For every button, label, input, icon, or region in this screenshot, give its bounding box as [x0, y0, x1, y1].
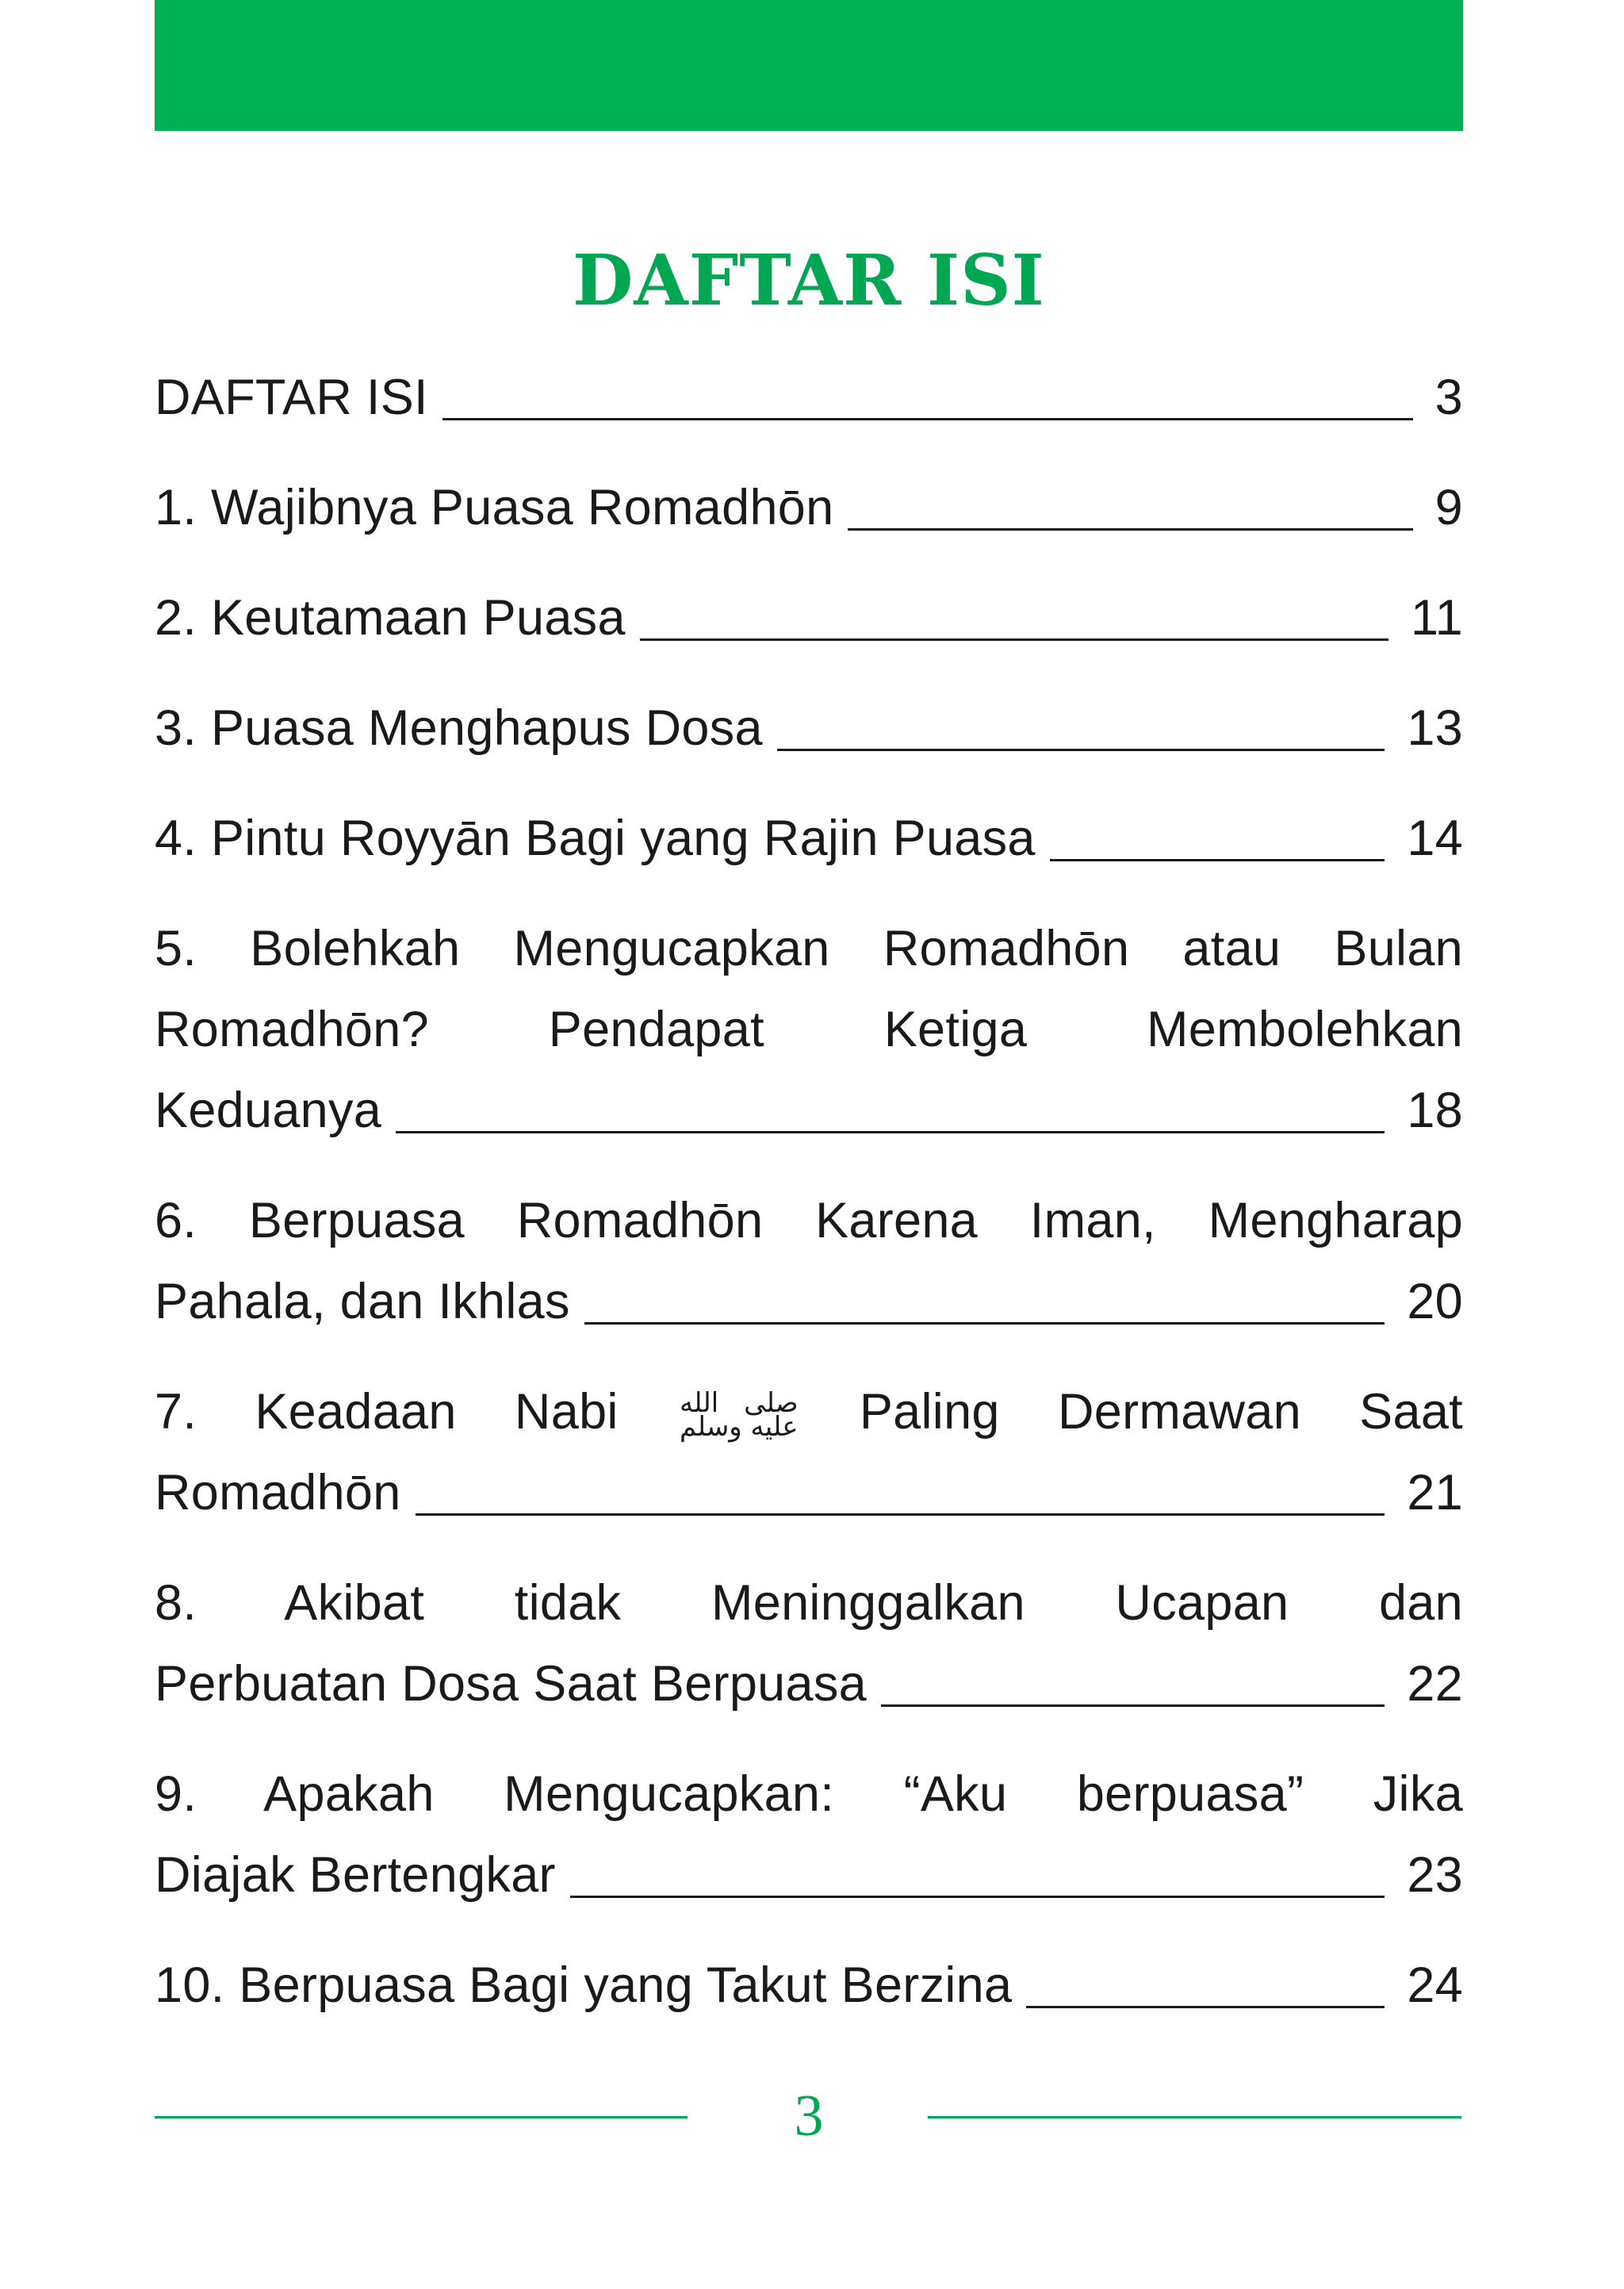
toc-page-number: 14 [1407, 811, 1463, 866]
toc-leader-line [584, 1322, 1385, 1325]
toc-entry-last-line [155, 1261, 1463, 1342]
toc-entry-title: 10. Berpuasa Bagi yang Takut Berzina [155, 1957, 1013, 2013]
toc-entry[interactable] [155, 1562, 1463, 1724]
toc-entry-last-line [155, 1945, 1463, 2026]
toc-entry-title: Pahala, dan Ikhlas [155, 1274, 570, 1329]
header-bar [155, 0, 1463, 131]
toc-entry-last-line [155, 577, 1463, 658]
toc-entry[interactable] [155, 798, 1463, 879]
toc-entry-line: 6. Berpuasa Romadhōn Karena Iman, Mengharap [155, 1193, 1463, 1248]
toc-entry-title: DAFTAR ISI [155, 370, 428, 425]
toc-entry-text: 7. Keadaan Nabi [155, 1384, 619, 1440]
toc-leader-line [416, 1513, 1385, 1516]
toc-page-number: 11 [1411, 590, 1463, 646]
honorific-symbol [679, 1387, 799, 1444]
toc-leader-line [1026, 2006, 1385, 2008]
toc-entry-last-line [155, 357, 1463, 438]
toc-entry[interactable] [155, 577, 1463, 658]
toc-page-number: 3 [1434, 370, 1463, 425]
toc-leader-line [848, 528, 1412, 531]
toc-entry-line: 5. Bolehkah Mengucapkan Romadhōn atau Bulan [155, 921, 1463, 976]
toc-entry-last-line [155, 1835, 1463, 1915]
toc-entry-title: 2. Keutamaan Puasa [155, 590, 626, 646]
toc-page-number: 22 [1407, 1656, 1463, 1712]
toc-entry-title: 4. Pintu Royyān Bagi yang Rajin Puasa [155, 811, 1036, 866]
toc-entry-last-line [155, 1070, 1463, 1151]
toc-entry-title: Keduanya [155, 1083, 382, 1138]
footer-rule-left [155, 2116, 688, 2118]
honorific-line-bottom: عليه وسلم [679, 1411, 799, 1444]
toc-entry-line [155, 1371, 1463, 1452]
toc-leader-line [881, 1704, 1385, 1707]
toc-page-number: 13 [1407, 700, 1463, 756]
toc-page-number: 18 [1407, 1083, 1463, 1138]
toc-entry-line: Romadhōn? Pendapat Ketiga Membolehkan [155, 1002, 1463, 1057]
toc-page-number: 21 [1407, 1465, 1463, 1520]
toc-entry[interactable] [155, 1371, 1463, 1533]
toc-entry-last-line [155, 467, 1463, 548]
honorific-line-top: صلى الله [679, 1387, 799, 1420]
toc-entry[interactable] [155, 688, 1463, 769]
footer-rule-right [928, 2116, 1461, 2118]
toc-leader-line [396, 1131, 1385, 1133]
toc-entry-line: 9. Apakah Mengucapkan: “Aku berpuasa” Jika [155, 1766, 1463, 1822]
toc-leader-line [640, 638, 1388, 641]
toc-leader-line [1050, 859, 1385, 861]
toc-entry-title: Perbuatan Dosa Saat Berpuasa [155, 1656, 867, 1712]
toc-entry-last-line [155, 1643, 1463, 1724]
toc-leader-line [777, 749, 1385, 751]
toc-entry[interactable] [155, 908, 1463, 1151]
toc-page-number: 23 [1407, 1847, 1463, 1903]
page-title: DAFTAR ISI [573, 239, 1045, 321]
page-number: 3 [794, 2084, 824, 2149]
toc-entry-title: Romadhōn [155, 1465, 401, 1520]
toc-leader-line [442, 418, 1413, 420]
toc-entry[interactable] [155, 1754, 1463, 1915]
toc-entry-title: Diajak Bertengkar [155, 1847, 556, 1903]
toc-entry[interactable] [155, 1180, 1463, 1342]
toc-entry-last-line [155, 688, 1463, 769]
toc-page-number: 24 [1407, 1957, 1463, 2013]
toc-entry-last-line [155, 1452, 1463, 1533]
table-of-contents [155, 357, 1463, 2026]
toc-entry-text: Paling Dermawan Saat [859, 1384, 1463, 1440]
toc-entry-title: 3. Puasa Menghapus Dosa [155, 700, 763, 756]
toc-entry[interactable] [155, 1945, 1463, 2026]
toc-page-number: 20 [1407, 1274, 1463, 1329]
toc-entry-title: 1. Wajibnya Puasa Romadhōn [155, 480, 834, 535]
toc-entry-line: 8. Akibat tidak Meninggalkan Ucapan dan [155, 1575, 1463, 1631]
toc-leader-line [570, 1896, 1385, 1898]
toc-entry[interactable] [155, 467, 1463, 548]
toc-page-number: 9 [1434, 480, 1463, 535]
toc-entry-last-line [155, 798, 1463, 879]
toc-entry[interactable] [155, 357, 1463, 438]
